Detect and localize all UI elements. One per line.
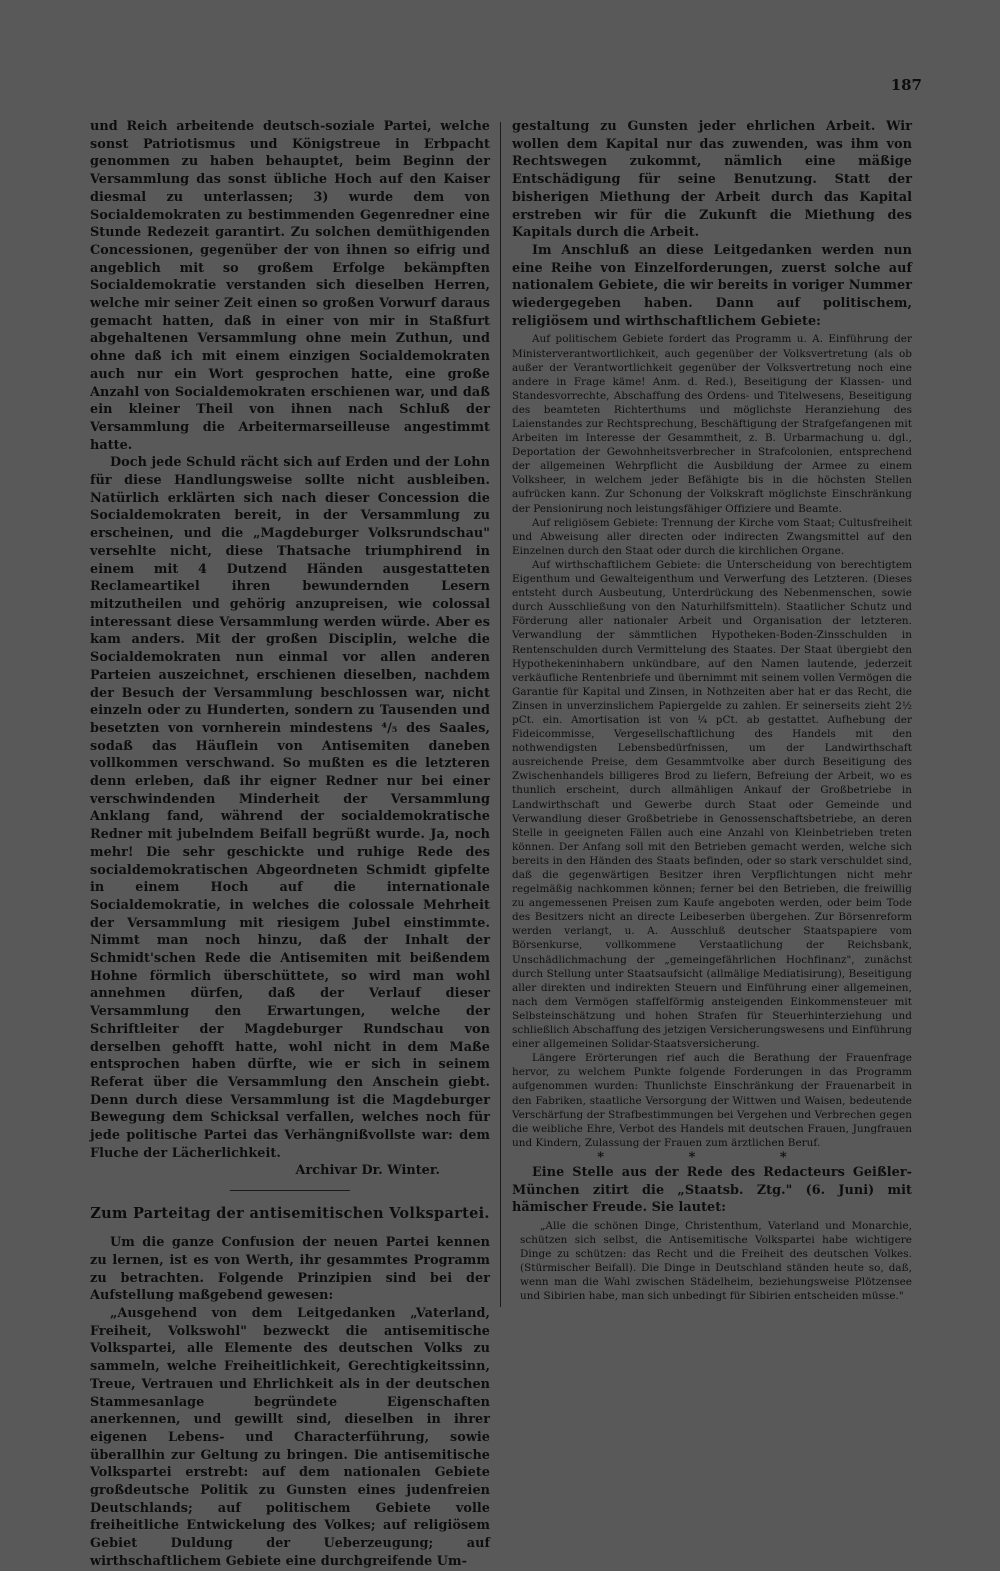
section-heading: Zum Parteitag der antisemitischen Volkspartei. bbox=[90, 1205, 490, 1223]
right-column bbox=[512, 118, 912, 1304]
paragraph: Um die ganze Confusion der neuen Partei kennen zu lernen, ist es von Werth, ihr gesammtes Programm zu betrachten. Folgende Prinzipien sind bei der Aufstellung maßgebend gewesen: bbox=[90, 1235, 490, 1304]
left-column bbox=[90, 118, 490, 1571]
paragraph: Im Anschluß an diese Leitgedanken werden nun eine Reihe von Einzelforderungen, zuerst solche auf nationalem Gebiete, die wir bereits in voriger Nummer wiedergegeben haben. Dann auf politischem, religiösem und wirthschaftlichem Gebiete: bbox=[512, 242, 912, 329]
paragraph: Längere Erörterungen rief auch die Berathung der Frauenfrage hervor, zu welchem Punkte folgende Forderungen in das Programm aufgenommen wurden: Thunlichste Einschränkung der Frauenarbeit in den Fabriken, staatliche Versorgung der Wittwen und Waisen, bedeutende Verschärfung der Strafbestimmungen bei Vergehen und Verbrechen gegen die weibliche Ehre, Verbot des Handels mit deutschen Frauen, Jungfrauen und Kindern, Zulassung der Frauen zum ärztlichen Beruf. bbox=[512, 1052, 912, 1149]
section-divider bbox=[230, 1190, 350, 1191]
paragraph: Doch jede Schuld rächt sich auf Erden und der Lohn für diese Handlungsweise sollte nicht ausbleiben. Natürlich erklärten sich nach dieser Concession die Socialdemokraten bereit, in der Versammlung zu erscheinen, und die „Magdeburger Volksrundschau" versehlte nicht, diese Thatsache triumphirend in einem mit 4 Dutzend Händen ausgestatteten Reclameartikel ihren bewundernden Lesern mitzutheilen und gehörig anzupreisen, wie colossal interessant diese Versammlung werden würde. Aber es kam anders. Mit der großen Disciplin, welche die Socialdemokraten nun einmal vor allen anderen Parteien auszeichnet, erschienen dieselben, nachdem der Besuch der Versammlung beschlossen war, nicht einzeln oder zu Hunderten, sondern zu Tausenden und besetzten von vornherein mindestens ⁴/₅ des Saales, sodaß das Häuflein von Antisemiten daneben vollkommen verschwand. So mußten es die letzteren denn erleben, daß ihr eigner Redner nur bei einer verschwindenden Minderheit der Versammlung Anklang fand, während der socialdemokratische Redner mit jubelndem Beifall begrüßt wurde. Ja, noch mehr! Die sehr geschickte und ruhige Rede des socialdemokratischen Abgeordneten Schmidt gipfelte in einem Hoch auf die internationale Socialdemokratie, in welches die colossale Mehrheit der Versammlung mit riesigem Jubel einstimmte. Nimmt man noch hinzu, daß der Inhalt der Schmidt'schen Rede die Antisemiten mit beißendem Hohne förmlich überschüttete, so wird man wohl annehmen dürfen, daß der Verlauf dieser Versammlung den Erwartungen, welche der Schriftleiter der Magdeburger Rundschau von derselben gehofft hatte, wohl nicht in dem Maße entsprochen haben dürfte, wie er sich in seinem Referat über die Versammlung den Anschein giebt. Denn durch diese Versammlung ist die Magdeburger Bewegung dem Schicksal verfallen, welches noch für jede politische Partei das Verhängnißvollste war: dem Fluche der Lächerlichkeit. bbox=[90, 455, 490, 1161]
paragraph: Auf religiösem Gebiete: Trennung der Kirche vom Staat; Cultusfreiheit und Abweisung aller directen oder indirecten Zwangsmittel auf den Einzelnen durch den Staat oder durch die kirchlichen Organe. bbox=[512, 516, 912, 557]
closing-quote-block bbox=[512, 1219, 912, 1304]
paragraph: Auf politischem Gebiete fordert das Programm u. A. Einführung der Ministerverantwortlichkeit, auch gegenüber der Volksvertretung (als ob außer der Verantwortlichkeit gegenüber der Volksvertretung noch eine andere in Frage käme! Anm. d. Red.), Beseitigung der Klassen- und Standesvorrechte, Abschaffung des Ordens- und Titelwesens, Beseitigung des beamteten Richterthums und möglichste Heranziehung des Laienstandes zur Rechtsprechung, Beschäftigung der Strafgefangenen mit Arbeiten im Interesse der Gesammtheit, z. B. Urbarmachung u. dgl., Deportation der Gewohnheitsverbrecher in Strafcolonien, entsprechend der allgemeinen Wehrpflicht die Ausbildung der Armee zu einem Volksheer, in welchem jeder Befähigte bis in die höchsten Stellen aufrücken kann. Zur Schonung der Volkskraft möglichste Einschränkung der Pensionirung noch leistungsfähiger Offiziere und Beamte. bbox=[512, 333, 912, 515]
closing-quote: „Alle die schönen Dinge, Christenthum, Vaterland und Monarchie, schützen sich selbst, die Antisemitische Volkspartei habe wichtigere Dinge zu schützen: das Recht und die Freiheit des deutschen Volkes. (Stürmischer Beifall). Die Dinge in Deutschland ständen heute so, daß, wenn man die Wahl zwischen Städelheim, beziehungsweise Plötzensee und Sibirien habe, man sich unbedingt für Sibirien entscheiden müsse." bbox=[520, 1219, 912, 1303]
page-number: 187 bbox=[890, 76, 922, 94]
program-details bbox=[512, 332, 912, 1149]
program-quote: „Ausgehend von dem Leitgedanken „Vaterland, Freiheit, Volkswohl" bezweckt die antisemitische Volkspartei, alle Elemente des deutschen Volks zu sammeln, welche Freiheitlichkeit, Gerechtigkeitssinn, Treue, Vertrauen und Ehrlichkeit als in der deutschen Stammesanlage begründete Eigenschaften anerkennen, und gewillt sind, dieselben in ihrer eigenen Lebens- und Characterführung, sowie überallhin zur Geltung zu bringen. Die antisemitische Volkspartei erstrebt: auf dem nationalen Gebiete großdeutsche Politik zu Gunsten eines judenfreien Deutschlands; auf politischem Gebiete volle freiheitliche Entwickelung des Volkes; auf religiösem Gebiet Duldung der Ueberzeugung; auf wirthschaftlichem Gebiete eine durchgreifende Um- bbox=[90, 1306, 490, 1569]
column-divider bbox=[500, 122, 501, 1307]
right-article-text bbox=[512, 118, 912, 330]
left-article-text bbox=[90, 118, 490, 1180]
author-signature: Archivar Dr. Winter. bbox=[295, 1163, 440, 1179]
section-text bbox=[90, 1234, 490, 1570]
section-stars: * * * bbox=[597, 1149, 827, 1165]
paragraph: und Reich arbeitende deutsch-soziale Partei, welche sonst Patriotismus und Königstreue in Erbpacht genommen zu haben behauptet, beim Beginn der Versammlung das sonst übliche Hoch auf den Kaiser diesmal zu unterlassen; 3) wurde dem von Socialdemokraten zu bestimmenden Gegenredner eine Stunde Redezeit garantirt. Zu solchen demüthigenden Concessionen, gegenüber der von ihnen so eifrig und angeblich mit so großem Erfolge bekämpften Socialdemokratie verstanden sich dieselben Herren, welche mir seiner Zeit einen so großen Vorwurf daraus gemacht hatten, daß in einer von mir in Staßfurt abgehaltenen Versammlung ohne mein Zuthun, und ohne daß ich mit einem einzigen Socialdemokraten auch nur ein Wort gesprochen hatte, eine große Anzahl von Socialdemokraten erschienen war, und daß ein kleiner Theil von ihnen nach Schluß der Versammlung die Arbeitermarseilleuse angestimmt hatte. bbox=[90, 119, 490, 453]
paragraph: Eine Stelle aus der Rede des Redacteurs Geißler-München zitirt die „Staatsb. Ztg." (6. Juni) mit hämischer Freude. Sie lautet: bbox=[512, 1164, 912, 1216]
closing-text bbox=[512, 1164, 912, 1217]
paragraph: gestaltung zu Gunsten jeder ehrlichen Arbeit. Wir wollen dem Kapital nur das zuwenden, was ihm von Rechtswegen zukommt, nämlich eine mäßige Entschädigung für seine Benutzung. Statt der bisherigen Miethung der Arbeit durch das Kapital erstreben wir für die Zukunft die Miethung des Kapitals durch die Arbeit. bbox=[512, 119, 912, 241]
paragraph: Auf wirthschaftlichem Gebiete: die Unterscheidung von berechtigtem Eigenthum und Gewalteigenthum und Verwerfung des Letzteren. (Dieses entsteht durch Ausbeutung, Unterdrückung des Nebenmenschen, sowie durch Ausschließung von den Naturhilfsmitteln). Staatlicher Schutz und Förderung aller nationaler Arbeit und Organisation der letzteren. Verwandlung der sämmtlichen Hypotheken-Boden-Zinsschulden in Rentenschulden durch Vermittelung des Staates. Der Staat übergiebt den Hypothekeninhabern unkündbare, auf den Namen lautende, jederzeit verkäufliche Rentenbriefe und übernimmt mit seinem vollen Vermögen die Garantie für Kapital und Zinsen, in Nothzeiten aber hat er das Recht, die Zinsen in unverzinslichem Papiergelde zu zahlen. Er seinerseits zieht 2½ pCt. ein. Amortisation ist von ¼ pCt. ab gestattet. Aufhebung der Fideicommisse, Vergesellschaftlichung des Handels mit den nothwendigsten Lebensbedürfnissen, um der Landwirthschaft ausreichende Preise, dem Gesammtvolke aber durch Beseitigung des Zwischenhandels billigeres Brod zu liefern, Befreiung der Arbeit, wo es thunlich erscheint, durch allmähligen Ankauf der Großbetriebe in Landwirthschaft und Gewerbe durch Staat oder Gemeinde und Verwandlung dieser Großbetriebe in Genossenschaftsbetriebe, an deren Stelle in geeigneten Fällen auch eine Anzahl von Kleinbetrieben treten können. Der Anfang soll mit den Betrieben gemacht werden, welche sich bereits in den Händen des Staats befinden, oder so stark verschuldet sind, daß die gegenwärtigen Besitzer ihren Verpflichtungen nicht mehr regelmäßig nachkommen können; ferner bei den Betrieben, die freiwillig zu angemessenen Preisen zum Kaufe angeboten werden, oder beim Tode des Besitzers nicht an directe Leibeserben übergehen. Zur Börsenreform werden verlangt, u. A. Ausschluß deutscher Staatspapiere vom Börsenkurse, vollkommene Verstaatlichung der Reichsbank, Unschädlichmachung der „gemeingefährlichen Hochfinanz", zunächst durch Stellung unter Staatsaufsicht (allmälige Mediatisirung), Beseitigung aller direkten und indirekten Steuern und Einführung einer allgemeinen, nach dem Vermögen staffelförmig ansteigenden Einkommensteuer mit Selbsteinschätzung und hohen Strafen für Steuerhinterziehung und schließlich Abschaffung des jetzigen Versicherungswesens und Einführung einer allgemeinen Solidar-Staatsversicherung. bbox=[512, 558, 912, 1051]
